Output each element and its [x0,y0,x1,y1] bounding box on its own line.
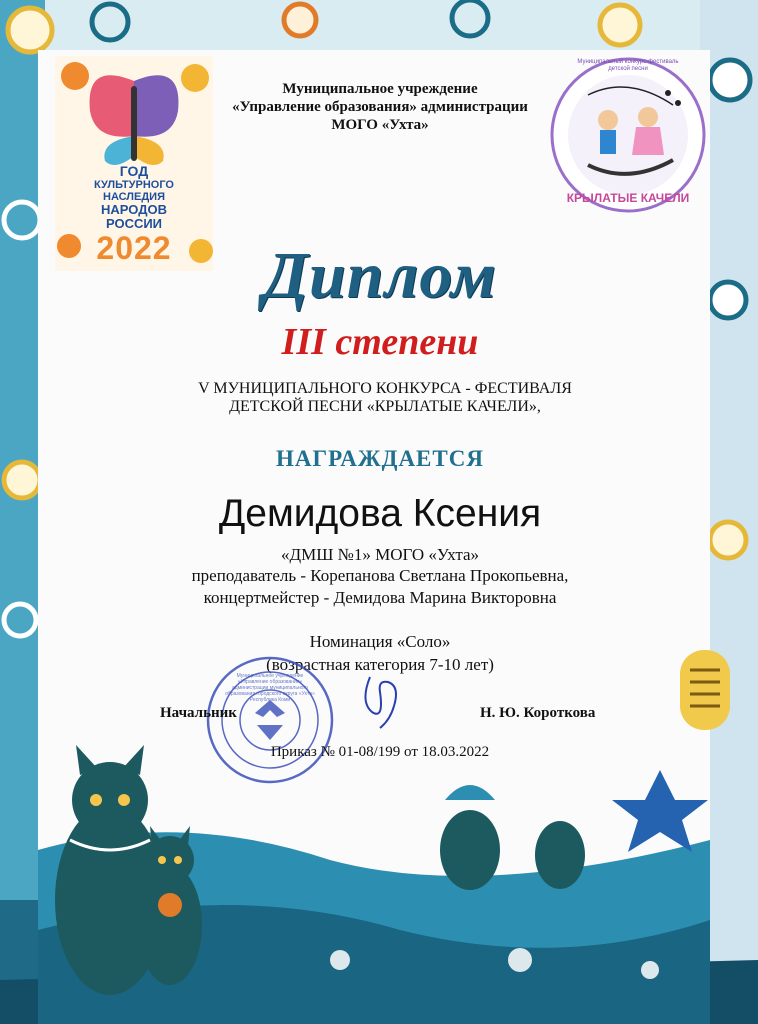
logo-text-line4: НАРОДОВ [101,202,167,217]
nomination: Номинация «Соло» [309,632,451,651]
signer-name: Н. Ю. Короткова [480,705,596,721]
organization-line3: МОГО «Ухта» [331,117,429,133]
year-of-heritage-logo [55,56,213,271]
star-decoration [612,770,708,852]
contest-line2: ДЕТСКОЙ ПЕСНИ «КРЫЛАТЫЕ КАЧЕЛИ», [229,398,541,415]
organization-line1: Муниципальное учреждение [282,81,478,97]
teacher-line: преподаватель - Корепанова Светлана Прокопьевна, [191,566,569,585]
contest-name [150,380,620,416]
signature-icon [350,672,420,732]
logo-text-line2: КУЛЬТУРНОГО [94,179,174,191]
microphone-icon [680,650,730,730]
signer-title: Начальник [160,705,237,721]
accompanist-line: концертмейстер - Демидова Марина Викторовна [203,588,557,607]
order-reference: Приказ № 01-08/199 от 18.03.2022 [270,744,490,760]
stamp-text: Муниципальное учреждение «Управление образования» администрации муниципального образования городского округа «Ухта» Республика Коми [225,673,315,703]
organization-header [220,80,540,134]
organization-line2: «Управление образования» администрации [232,99,528,115]
festival-logo [548,55,708,215]
festival-logo-arc-text: Муниципальный конкурс-фестиваль детской песни [577,59,679,72]
diploma-degree: III степени [281,321,479,363]
contest-line1: V МУНИЦИПАЛЬНОГО КОНКУРСА - ФЕСТИВАЛЯ [198,380,572,397]
age-category: (возрастная категория 7-10 лет) [266,655,494,674]
recipient-name: Демидова Ксения [218,492,542,535]
logo-text-line3: НАСЛЕДИЯ [103,191,165,203]
logo-year: 2022 [96,230,172,266]
festival-logo-name: КРЫЛАТЫЕ КАЧЕЛИ [566,191,690,205]
logo-text-line1: ГОД [119,163,149,179]
diploma-title: Диплом [262,239,498,312]
awarded-heading: НАГРАЖДАЕТСЯ [276,446,484,471]
school-name: «ДМШ №1» МОГО «Ухта» [281,545,479,564]
logo-text-line5: РОССИИ [105,216,163,231]
